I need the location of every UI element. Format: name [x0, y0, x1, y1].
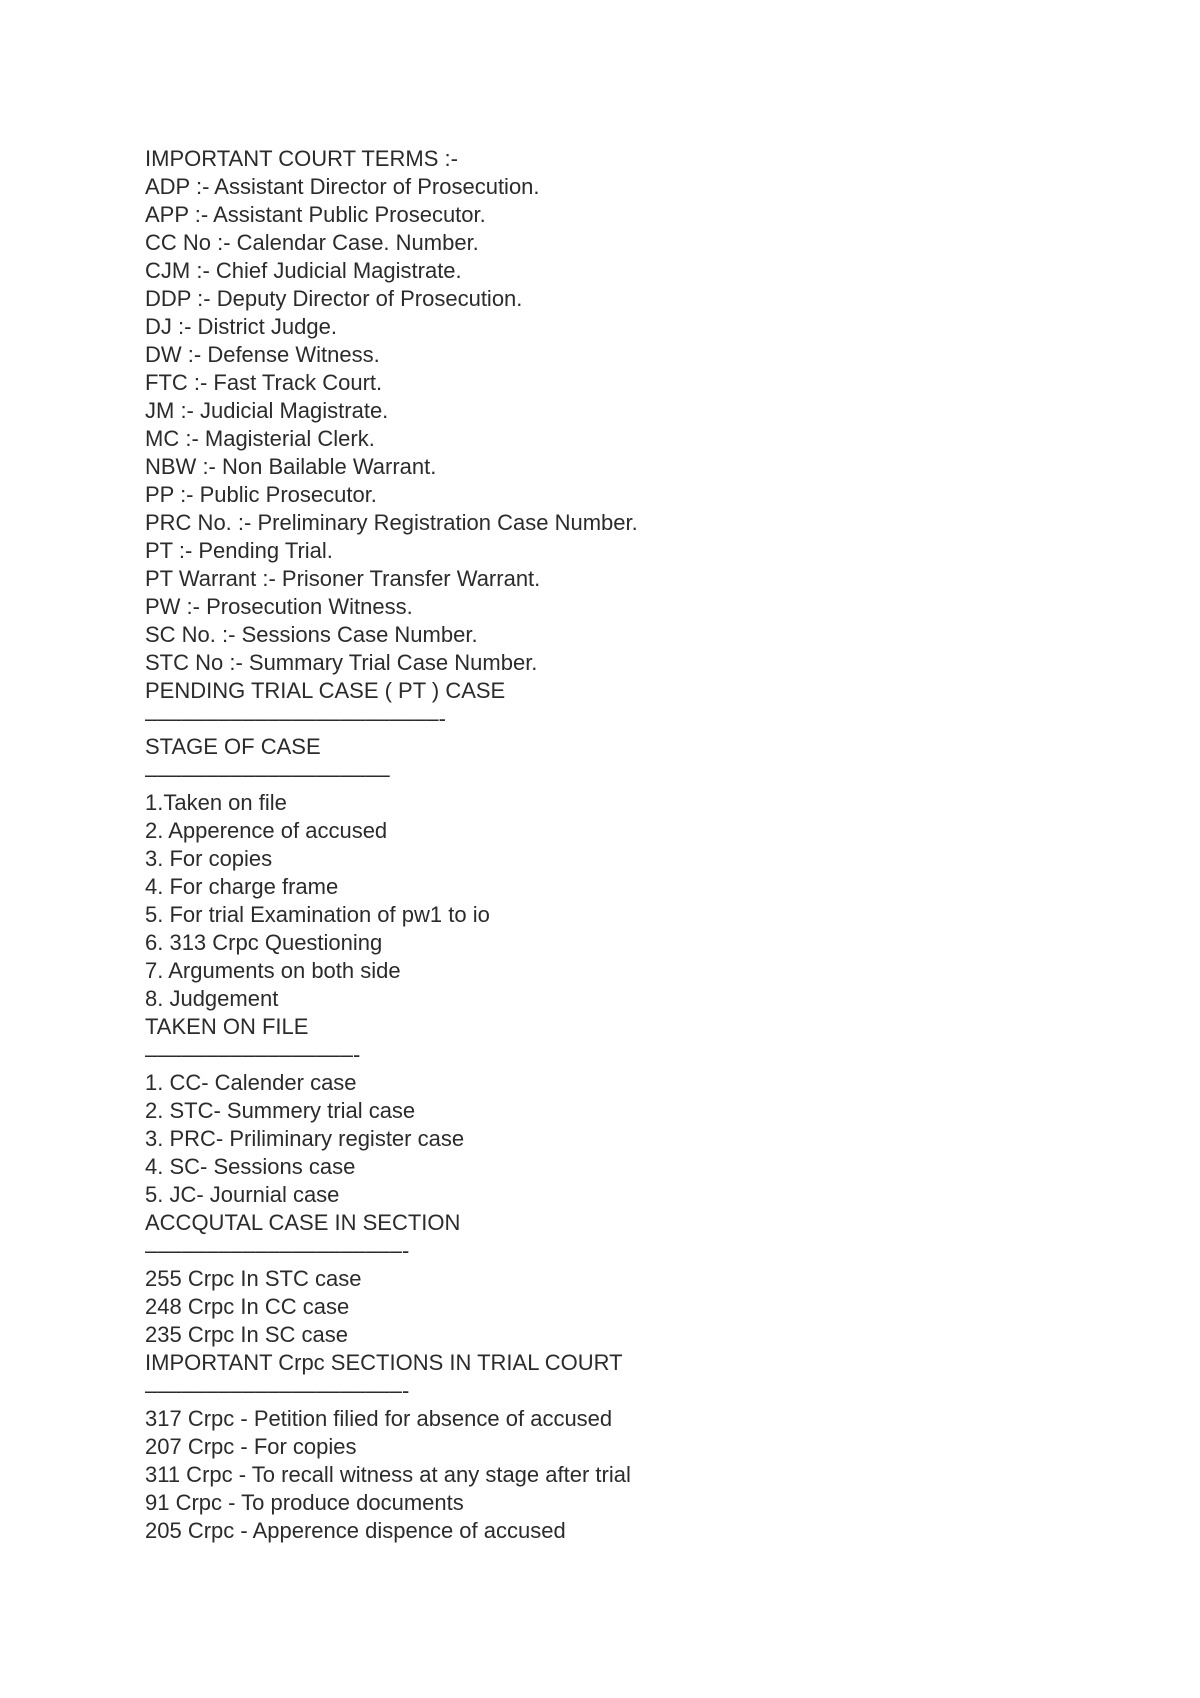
divider-line: ––––––––––––––––––––	[145, 762, 390, 787]
text-line: IMPORTANT Crpc SECTIONS IN TRIAL COURT	[145, 1350, 623, 1375]
text-line: DW :- Defense Witness.	[145, 342, 380, 367]
text-line: PT :- Pending Trial.	[145, 538, 333, 563]
divider-line: –––––––––––––––––––––-	[145, 1238, 410, 1263]
text-line: 6. 313 Crpc Questioning	[145, 930, 383, 955]
text-line: 2. STC- Summery trial case	[145, 1098, 416, 1123]
document-body	[145, 145, 638, 1545]
text-line: 255 Crpc In STC case	[145, 1266, 362, 1291]
divider-line: ––––––––––––––––––––––––-	[145, 706, 446, 731]
text-line: 1.Taken on file	[145, 790, 287, 815]
text-line: PW :- Prosecution Witness.	[145, 594, 413, 619]
text-line: ADP :- Assistant Director of Prosecution.	[145, 174, 540, 199]
text-line: 3. PRC- Priliminary register case	[145, 1126, 465, 1151]
text-line: 4. SC- Sessions case	[145, 1154, 356, 1179]
text-line: PT Warrant :- Prisoner Transfer Warrant.	[145, 566, 541, 591]
text-line: 7. Arguments on both side	[145, 958, 401, 983]
text-line: STAGE OF CASE	[145, 734, 321, 759]
text-line: 205 Crpc - Apperence dispence of accused	[145, 1518, 566, 1543]
text-line: 5. For trial Examination of pw1 to io	[145, 902, 490, 927]
text-line: 8. Judgement	[145, 986, 279, 1011]
text-line: SC No. :- Sessions Case Number.	[145, 622, 478, 647]
text-line: 248 Crpc In CC case	[145, 1294, 350, 1319]
text-line: PP :- Public Prosecutor.	[145, 482, 377, 507]
text-line: JM :- Judicial Magistrate.	[145, 398, 389, 423]
text-line: PENDING TRIAL CASE ( PT ) CASE	[145, 678, 506, 703]
text-line: TAKEN ON FILE	[145, 1014, 309, 1039]
text-line: STC No :- Summary Trial Case Number.	[145, 650, 538, 675]
text-line: 317 Crpc - Petition filied for absence of accused	[145, 1406, 613, 1431]
text-line: FTC :- Fast Track Court.	[145, 370, 383, 395]
text-line: 91 Crpc - To produce documents	[145, 1490, 464, 1515]
text-line: 235 Crpc In SC case	[145, 1322, 348, 1347]
text-line: 1. CC- Calender case	[145, 1070, 357, 1095]
text-line: CJM :- Chief Judicial Magistrate.	[145, 258, 462, 283]
text-line: 5. JC- Journial case	[145, 1182, 340, 1207]
text-line: 311 Crpc - To recall witness at any stage after trial	[145, 1462, 631, 1487]
text-line: IMPORTANT COURT TERMS :-	[145, 146, 458, 171]
text-line: ACCQUTAL CASE IN SECTION	[145, 1210, 461, 1235]
divider-line: –––––––––––––––––-	[145, 1042, 361, 1067]
text-line: 2. Apperence of accused	[145, 818, 388, 843]
text-line: 207 Crpc - For copies	[145, 1434, 357, 1459]
text-line: 3. For copies	[145, 846, 273, 871]
text-line: DJ :- District Judge.	[145, 314, 337, 339]
divider-line: –––––––––––––––––––––-	[145, 1378, 410, 1403]
text-line: 4. For charge frame	[145, 874, 339, 899]
text-line: APP :- Assistant Public Prosecutor.	[145, 202, 486, 227]
text-line: CC No :- Calendar Case. Number.	[145, 230, 479, 255]
text-line: MC :- Magisterial Clerk.	[145, 426, 375, 451]
text-line: PRC No. :- Preliminary Registration Case Number.	[145, 510, 638, 535]
text-line: NBW :- Non Bailable Warrant.	[145, 454, 437, 479]
text-line: DDP :- Deputy Director of Prosecution.	[145, 286, 523, 311]
